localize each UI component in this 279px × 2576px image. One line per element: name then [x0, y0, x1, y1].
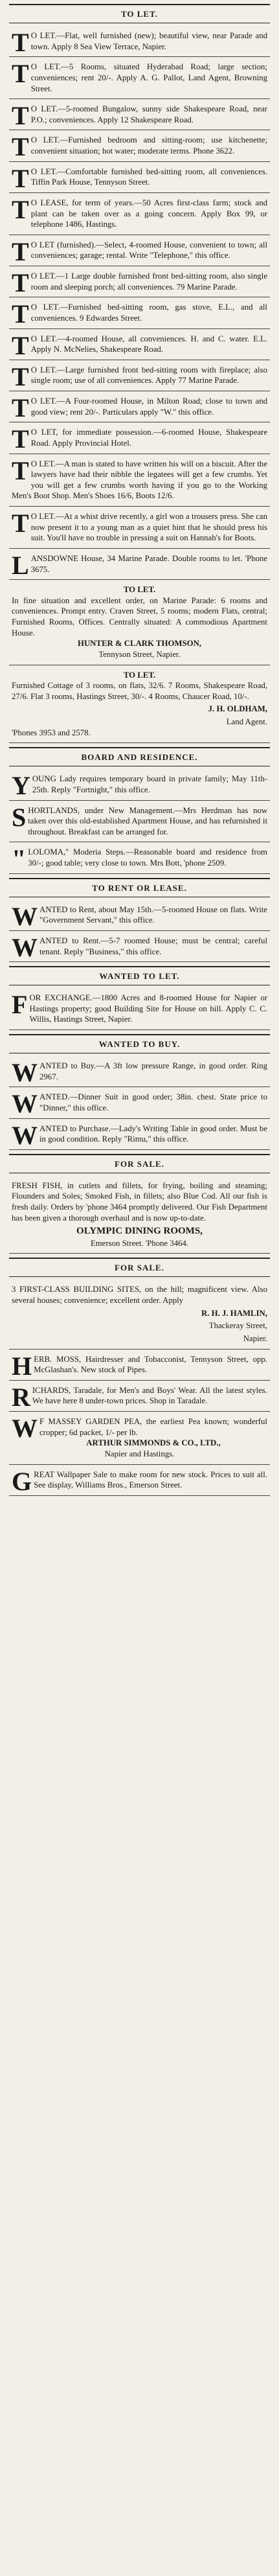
ad-text: ANTED to Rent.—5-7 roomed House; must be central; careful tenant. Reply "Business," this office. [39, 936, 267, 956]
drop-cap: H [12, 1351, 32, 1381]
ad-text: ICHARDS, Taradale, for Men's and Boys' Wear. All the latest styles. We have here 8 under-town prices. Shop in Taradale. [32, 1385, 267, 1406]
ad-text: ANTED to Buy.—A 3ft low pressure Range, in good order. Ring 2967. [39, 1061, 267, 1081]
ad-text: O LET.—Furnished bedroom and sitting-room; use kitchenette; convenient situation; hot water; moderate terms. Phone 3622. [30, 135, 267, 155]
to-let-ad-13 [9, 422, 270, 454]
drop-cap: L [12, 550, 29, 580]
drop-cap: S [12, 802, 27, 832]
section-heading-to-let: TO LET. [9, 4, 270, 23]
section-heading-board: BOARD AND RESIDENCE. [9, 747, 270, 766]
drop-cap: T [12, 362, 29, 391]
ad-text: OR EXCHANGE.—1800 Acres and 8-roomed House for Napier or Hastings property; good Building Site for House on hill. Apply C. C. Willis, Hastings Street, Napier. [29, 993, 267, 1024]
drop-cap: G [12, 1466, 32, 1496]
ad-text: OUNG Lady requires temporary board in private family; May 11th-25th. Reply "Fortnight," this office. [32, 774, 267, 794]
wallpaper-ad [9, 1465, 270, 1496]
ad-text: O LET.—1 Large double furnished front bed-sitting room, also single room and sleeping porch; all conveniences. 79 Marine Parade. [30, 271, 267, 292]
ad-text: O LET.—Large furnished front bed-sitting room with fireplace; also single room; use of all conveniences. Apply 77 Marine Parade. [30, 365, 267, 385]
drop-cap: T [12, 455, 29, 485]
drop-cap: T [12, 163, 29, 193]
ad-text: In fine situation and excellent order, on Marine Parade: 6 rooms and conveniences. Prompt entry. Craven Street, 5 rooms; modern Flats, central; Furnished Rooms, Offices. Centrally situated: A commodious Apartment House. [12, 595, 267, 638]
ad-text: O LET.—A man is stated to have written his will on a biscuit. After the lawyers have had their nibble the legatees will get a few crumbs. Yet you will get a few crumbs worth having if you go to the Working Men's Boot Shop. Men's Shoes 16/6, Boots 12/6. [12, 459, 267, 501]
ad-phones: 'Phones 3953 and 2578. [12, 728, 91, 737]
wanted-buy-ad-2 [9, 1087, 270, 1118]
rent-list [9, 900, 270, 963]
board-ad-3 [9, 842, 270, 873]
ad-address: Thackeray Street, [208, 1321, 267, 1331]
drop-cap: T [12, 132, 29, 162]
section-heading-for-sale: FOR SALE. [9, 1154, 270, 1173]
drop-cap: " [12, 844, 27, 874]
classifieds-page [0, 4, 279, 2576]
drop-cap: T [12, 236, 29, 266]
drop-cap: T [12, 330, 29, 360]
drop-cap: Y [12, 771, 30, 801]
ad-text: ANTED to Rent, about May 15th.—5-roomed House on flats. Write "Government Servant," this office. [39, 904, 267, 925]
drop-cap: R [12, 1382, 30, 1412]
ad-signature: R. H. J. HAMLIN, [201, 1308, 267, 1318]
ad-address: Tennyson Street, Napier. [98, 649, 181, 659]
to-let-ad-9 [9, 297, 270, 328]
to-let-ad-15 [9, 507, 270, 549]
ad-heading: TO LET. [123, 670, 156, 680]
to-let-ad-6 [9, 193, 270, 235]
drop-cap: W [12, 901, 38, 931]
drop-cap: T [12, 268, 29, 297]
section-heading-for-sale-2: FOR SALE. [9, 1258, 270, 1277]
ad-signature: HUNTER & CLARK THOMSON, [77, 639, 202, 649]
richards-ad [9, 1381, 270, 1412]
ad-text: HORTLANDS, under New Management.—Mrs Herdman has now taken over this old-established Apartment House, and has refurnished it throughout. Breakfast can be arranged for. [28, 805, 267, 836]
drop-cap: T [12, 59, 29, 89]
drop-cap: F [12, 990, 28, 1020]
drop-cap: W [12, 1058, 38, 1087]
section-heading-wanted-let: WANTED TO LET. [9, 966, 270, 985]
board-list [9, 769, 270, 873]
ad-text: O LET.—5-roomed Bungalow, sunny side Shakespeare Road, near P.O.; conveniences. Apply 12 Shakespeare Road. [30, 104, 267, 124]
to-let-ad-10 [9, 329, 270, 360]
drop-cap: W [12, 1414, 38, 1443]
ad-business-name: OLYMPIC DINING ROOMS, [76, 1226, 203, 1237]
ad-text: O LEASE, for term of years.—50 Acres first-class farm; stock and plant can be taken over as a going concern. Apply Box 99, or telephone 1486, Hastings. [30, 198, 267, 229]
ad-text: 3 FIRST-CLASS BUILDING SITES, on the hill; magnificent view. Also several houses; convenience; excellent order. Apply [12, 1285, 267, 1305]
hamlin-ad [9, 1280, 270, 1349]
ad-text: Furnished Cottage of 3 rooms, on flats, 32/6. 7 Rooms, Shakespeare Road, 27/6. Flat 3 rooms, Hastings Street, 30/-. 4 Rooms, Chaucer Road, 10/-. [12, 681, 267, 701]
wanted-rent-ad-1 [9, 900, 270, 931]
ad-text: ANTED.—Dinner Suit in good order; 38in. chest. State price to "Dinner," this office. [39, 1092, 267, 1112]
ad-text: O LET.—A Four-roomed House, in Milton Road; close to town and good view; rent 20/-. Particulars apply "W." this office. [30, 397, 267, 417]
wanted-rent-ad-2 [9, 931, 270, 962]
section-heading-wanted-buy: WANTED TO BUY. [9, 1034, 270, 1053]
to-let-ad-11 [9, 360, 270, 391]
ad-text: O LET (furnished).—Select, 4-roomed House, convenient to town; all conveniences; garage; rental. Write "Telephone," this office. [30, 240, 267, 260]
ad-text: O LET.—At a whist drive recently, a girl won a trousers press. She can now present it to a young man as a quiet hint that he should press his suit. You'll have no trouble in pressing a suit on Hannah's for Boots. [30, 512, 267, 543]
ad-text: ERB. MOSS, Hairdresser and Tobacconist, Tennyson Street, opp. McGlashan's. New stock of Pipes. [34, 1354, 267, 1375]
olympic-ad [9, 1176, 270, 1254]
buy-list [9, 1056, 270, 1150]
board-ad-2 [9, 801, 270, 843]
to-let-ad-4 [9, 130, 270, 161]
ad-text: LOLOMA," Moderia Steps.—Reasonable board and residence from 30/-; good table; very close to town. Mrs Bott, 'phone 2509. [28, 847, 267, 868]
massey-ad [9, 1412, 270, 1465]
ad-signature: J. H. OLDHAM, [208, 704, 267, 714]
ad-text: O LET.—Furnished bed-sitting room, gas stove, E.L., and all conveniences. 9 Edwardes Street. [30, 303, 267, 323]
ad-town: Napier. [243, 1333, 267, 1343]
to-let-ad-12 [9, 391, 270, 422]
drop-cap: T [12, 393, 29, 422]
drop-cap: T [12, 28, 29, 57]
lansdowne-ad [9, 549, 270, 580]
drop-cap: T [12, 424, 29, 454]
ad-text: O LET, for immediate possession.—6-roomed House, Shakespeare Road. Apply Provincial Hotel. [30, 428, 267, 448]
to-let-ad-5 [9, 162, 270, 193]
drop-cap: T [12, 509, 29, 538]
section-heading-to-rent: TO RENT OR LEASE. [9, 878, 270, 897]
ad-text: O LET.—Flat, well furnished (new); beautiful view, near Parade and town. Apply 8 Sea View Terrace, Napier. [30, 31, 267, 51]
to-let-ad-1 [9, 26, 270, 57]
ad-text: F MASSEY GARDEN PEA, the earliest Pea known; wonderful cropper; 6d packet, 1/- per lb. [39, 1417, 267, 1437]
ad-text: ANSDOWNE House, 34 Marine Parade. Double rooms to let. 'Phone 3675. [30, 553, 267, 574]
ad-address: Napier and Hastings. [104, 1449, 175, 1458]
drop-cap: T [12, 299, 29, 329]
ad-address: Emerson Street. 'Phone 3464. [90, 1238, 189, 1248]
hunter-clark-ad [9, 580, 270, 665]
drop-cap: T [12, 101, 29, 131]
ad-signature: ARTHUR SIMMONDS & CO., LTD., [86, 1438, 221, 1448]
ad-text: O LET.—5 Rooms, situated Hyderabad Road; large section; conveniences; rent 20/-. Apply A. G. Pallot, Land Agent, Browning Street. [30, 62, 267, 93]
ad-text: REAT Wallpaper Sale to make room for new stock. Prices to suit all. See display, Williams Bros., Emerson Street. [34, 1469, 267, 1490]
ad-text: O LET.—4-roomed House, all conveniences. H. and C. water. E.L. Apply N. McNelies, Shakespeare Road. [30, 334, 267, 354]
to-let-ad-3 [9, 99, 270, 130]
to-let-ad-14 [9, 454, 270, 507]
board-ad-1 [9, 769, 270, 800]
ad-title: Land Agent. [226, 717, 267, 726]
ad-text: FRESH FISH, in cutlets and fillets, for frying, boiling and steaming; Flounders and Soles; Smoked Fish, in fillets; also Blue Cod. All our fish is fresh daily. Orders by 'phone 3464 promptly delivered. Our Fish Department has been given a thorough overhaul and is now up-to-date. [12, 1180, 267, 1223]
wanted-buy-ad-3 [9, 1119, 270, 1150]
oldham-ad [9, 665, 270, 744]
drop-cap: W [12, 1120, 38, 1150]
moss-ad [9, 1350, 270, 1381]
wanted-buy-ad-1 [9, 1056, 270, 1087]
drop-cap: W [12, 932, 38, 962]
drop-cap: T [12, 194, 29, 224]
ad-heading: TO LET. [123, 585, 156, 595]
to-let-ad-2 [9, 57, 270, 99]
to-let-ad-8 [9, 266, 270, 297]
ad-text: O LET.—Comfortable furnished bed-sitting room, all conveniences. Tiffin Park House, Tennyson Street. [30, 167, 267, 187]
ad-text: ANTED to Purchase.—Lady's Writing Table in good order. Must be in good condition. Reply "Rimu," this office. [39, 1123, 267, 1144]
to-let-list [9, 26, 270, 549]
drop-cap: W [12, 1089, 38, 1119]
exchange-ad [9, 988, 270, 1030]
to-let-ad-7 [9, 235, 270, 266]
